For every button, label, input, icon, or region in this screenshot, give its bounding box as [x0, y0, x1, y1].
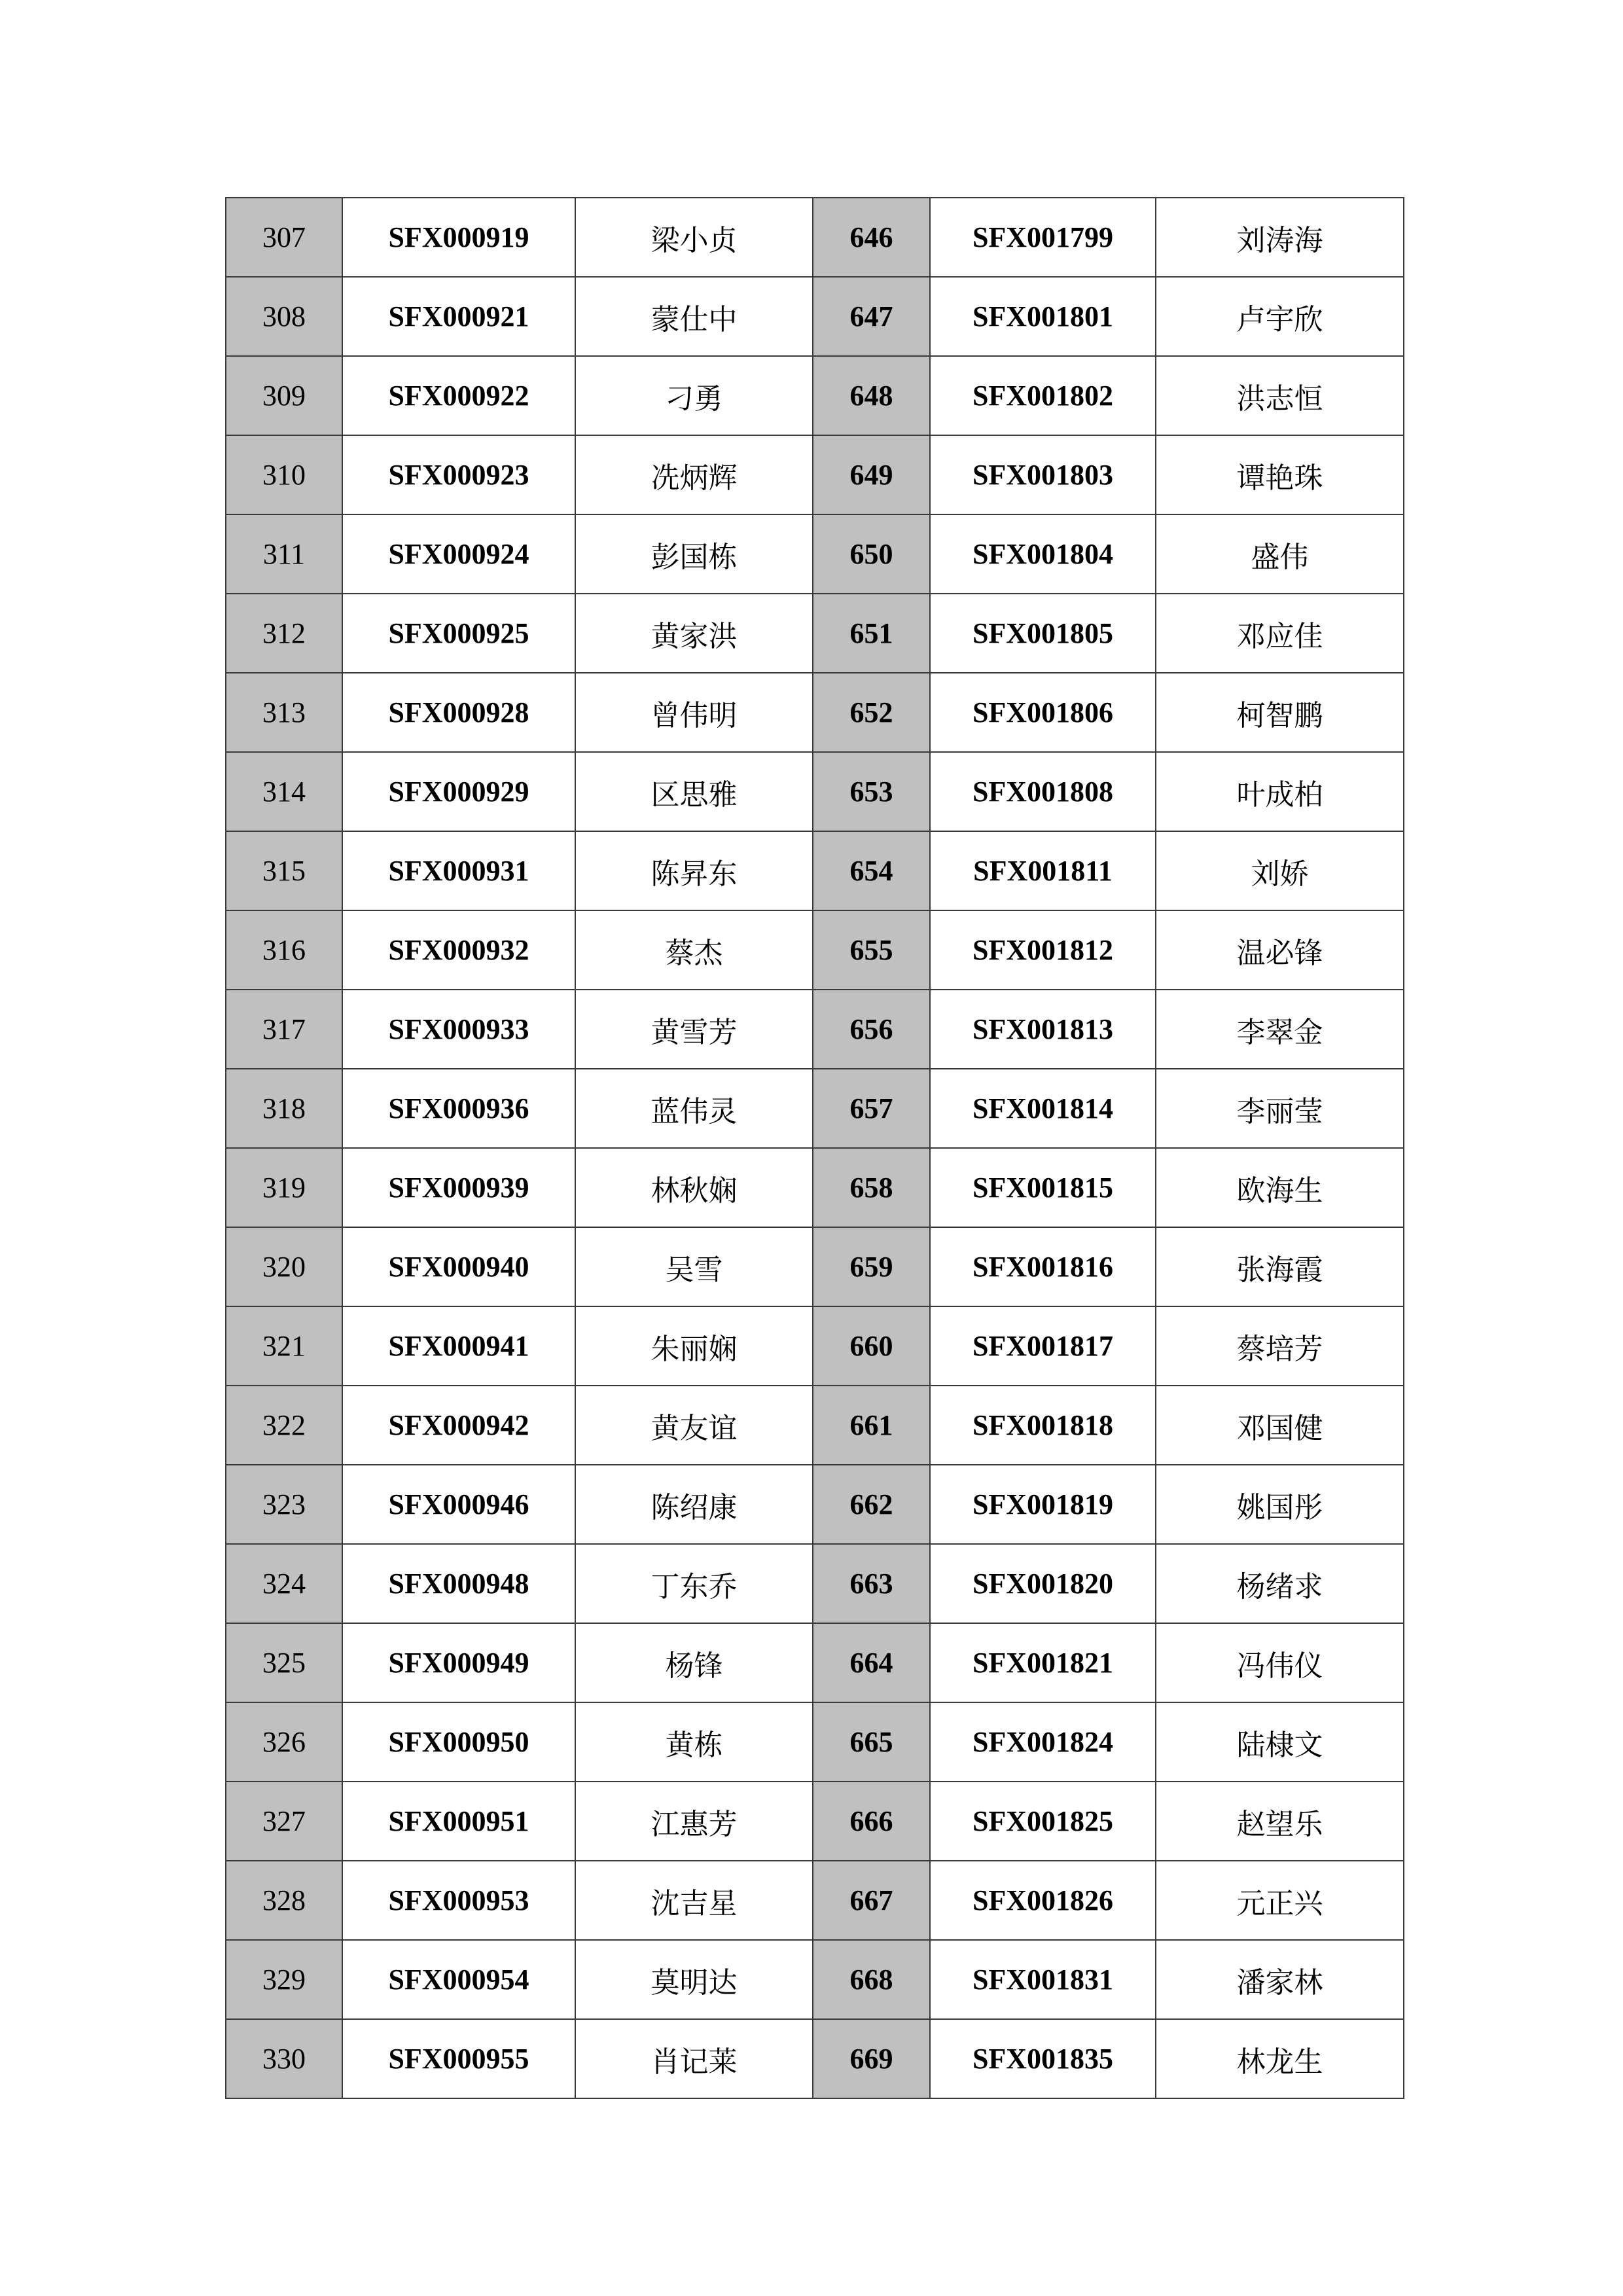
- right-name-cell: 叶成柏: [1156, 752, 1404, 831]
- table-row: [226, 2019, 1404, 2098]
- right-seq-cell: 666: [813, 1782, 930, 1861]
- left-seq-cell: 328: [226, 1861, 342, 1940]
- right-code-cell: SFX001815: [930, 1148, 1156, 1227]
- left-name-cell: 黄家洪: [575, 594, 813, 673]
- table-row: [226, 1623, 1404, 1702]
- left-code-cell: SFX000941: [342, 1306, 575, 1386]
- table-row: [226, 1544, 1404, 1623]
- right-name-cell: 卢宇欣: [1156, 277, 1404, 356]
- left-code-cell: SFX000932: [342, 910, 575, 990]
- left-code-cell: SFX000933: [342, 990, 575, 1069]
- right-seq-cell: 669: [813, 2019, 930, 2098]
- right-name-cell: 李翠金: [1156, 990, 1404, 1069]
- right-code-cell: SFX001803: [930, 435, 1156, 514]
- right-name-cell: 柯智鹏: [1156, 673, 1404, 752]
- right-seq-cell: 658: [813, 1148, 930, 1227]
- left-code-cell: SFX000921: [342, 277, 575, 356]
- right-name-cell: 姚国彤: [1156, 1465, 1404, 1544]
- right-name-cell: 张海霞: [1156, 1227, 1404, 1306]
- right-seq-cell: 655: [813, 910, 930, 990]
- right-name-cell: 蔡培芳: [1156, 1306, 1404, 1386]
- left-name-cell: 江惠芳: [575, 1782, 813, 1861]
- left-seq-cell: 313: [226, 673, 342, 752]
- right-seq-cell: 648: [813, 356, 930, 435]
- left-code-cell: SFX000923: [342, 435, 575, 514]
- left-name-cell: 黄雪芳: [575, 990, 813, 1069]
- left-name-cell: 陈昇东: [575, 831, 813, 910]
- right-code-cell: SFX001820: [930, 1544, 1156, 1623]
- table-row: [226, 831, 1404, 910]
- left-code-cell: SFX000949: [342, 1623, 575, 1702]
- left-code-cell: SFX000946: [342, 1465, 575, 1544]
- right-code-cell: SFX001826: [930, 1861, 1156, 1940]
- left-code-cell: SFX000954: [342, 1940, 575, 2019]
- right-code-cell: SFX001821: [930, 1623, 1156, 1702]
- left-name-cell: 陈绍康: [575, 1465, 813, 1544]
- right-seq-cell: 660: [813, 1306, 930, 1386]
- left-seq-cell: 329: [226, 1940, 342, 2019]
- right-name-cell: 冯伟仪: [1156, 1623, 1404, 1702]
- left-code-cell: SFX000942: [342, 1386, 575, 1465]
- right-code-cell: SFX001817: [930, 1306, 1156, 1386]
- right-name-cell: 赵望乐: [1156, 1782, 1404, 1861]
- left-name-cell: 蓝伟灵: [575, 1069, 813, 1148]
- right-code-cell: SFX001819: [930, 1465, 1156, 1544]
- right-seq-cell: 647: [813, 277, 930, 356]
- right-code-cell: SFX001824: [930, 1702, 1156, 1782]
- right-seq-cell: 653: [813, 752, 930, 831]
- table-row: [226, 1386, 1404, 1465]
- left-name-cell: 杨锋: [575, 1623, 813, 1702]
- right-code-cell: SFX001801: [930, 277, 1156, 356]
- right-code-cell: SFX001808: [930, 752, 1156, 831]
- left-seq-cell: 321: [226, 1306, 342, 1386]
- right-seq-cell: 662: [813, 1465, 930, 1544]
- right-code-cell: SFX001818: [930, 1386, 1156, 1465]
- left-seq-cell: 326: [226, 1702, 342, 1782]
- right-seq-cell: 650: [813, 514, 930, 594]
- right-seq-cell: 646: [813, 198, 930, 277]
- table-row: [226, 514, 1404, 594]
- right-name-cell: 邓国健: [1156, 1386, 1404, 1465]
- left-seq-cell: 314: [226, 752, 342, 831]
- right-code-cell: SFX001806: [930, 673, 1156, 752]
- right-seq-cell: 661: [813, 1386, 930, 1465]
- right-name-cell: 盛伟: [1156, 514, 1404, 594]
- left-code-cell: SFX000924: [342, 514, 575, 594]
- left-code-cell: SFX000936: [342, 1069, 575, 1148]
- right-name-cell: 杨绪求: [1156, 1544, 1404, 1623]
- right-seq-cell: 651: [813, 594, 930, 673]
- left-code-cell: SFX000929: [342, 752, 575, 831]
- left-code-cell: SFX000951: [342, 1782, 575, 1861]
- left-seq-cell: 308: [226, 277, 342, 356]
- roster-body: [226, 198, 1404, 2098]
- table-row: [226, 594, 1404, 673]
- right-name-cell: 洪志恒: [1156, 356, 1404, 435]
- right-name-cell: 温必锋: [1156, 910, 1404, 990]
- right-code-cell: SFX001812: [930, 910, 1156, 990]
- right-seq-cell: 654: [813, 831, 930, 910]
- right-seq-cell: 664: [813, 1623, 930, 1702]
- table-row: [226, 1940, 1404, 2019]
- right-seq-cell: 649: [813, 435, 930, 514]
- left-code-cell: SFX000950: [342, 1702, 575, 1782]
- table-row: [226, 990, 1404, 1069]
- left-name-cell: 黄栋: [575, 1702, 813, 1782]
- left-seq-cell: 318: [226, 1069, 342, 1148]
- left-name-cell: 沈吉星: [575, 1861, 813, 1940]
- left-seq-cell: 307: [226, 198, 342, 277]
- left-seq-cell: 315: [226, 831, 342, 910]
- left-name-cell: 冼炳辉: [575, 435, 813, 514]
- right-code-cell: SFX001802: [930, 356, 1156, 435]
- right-code-cell: SFX001825: [930, 1782, 1156, 1861]
- left-name-cell: 梁小贞: [575, 198, 813, 277]
- right-seq-cell: 659: [813, 1227, 930, 1306]
- left-seq-cell: 319: [226, 1148, 342, 1227]
- left-code-cell: SFX000928: [342, 673, 575, 752]
- table-row: [226, 673, 1404, 752]
- table-row: [226, 1306, 1404, 1386]
- table-row: [226, 910, 1404, 990]
- left-seq-cell: 316: [226, 910, 342, 990]
- left-name-cell: 吴雪: [575, 1227, 813, 1306]
- right-code-cell: SFX001804: [930, 514, 1156, 594]
- table-row: [226, 1465, 1404, 1544]
- right-seq-cell: 652: [813, 673, 930, 752]
- table-row: [226, 356, 1404, 435]
- right-name-cell: 林龙生: [1156, 2019, 1404, 2098]
- right-code-cell: SFX001816: [930, 1227, 1156, 1306]
- left-seq-cell: 310: [226, 435, 342, 514]
- left-code-cell: SFX000939: [342, 1148, 575, 1227]
- right-seq-cell: 668: [813, 1940, 930, 2019]
- left-name-cell: 蔡杰: [575, 910, 813, 990]
- left-seq-cell: 311: [226, 514, 342, 594]
- table-row: [226, 1782, 1404, 1861]
- table-row: [226, 1148, 1404, 1227]
- left-name-cell: 朱丽娴: [575, 1306, 813, 1386]
- right-name-cell: 刘娇: [1156, 831, 1404, 910]
- right-code-cell: SFX001835: [930, 2019, 1156, 2098]
- right-name-cell: 谭艳珠: [1156, 435, 1404, 514]
- right-code-cell: SFX001814: [930, 1069, 1156, 1148]
- left-name-cell: 曾伟明: [575, 673, 813, 752]
- left-code-cell: SFX000922: [342, 356, 575, 435]
- table-row: [226, 1702, 1404, 1782]
- table-row: [226, 1227, 1404, 1306]
- roster-table: [225, 197, 1404, 2099]
- left-code-cell: SFX000948: [342, 1544, 575, 1623]
- right-seq-cell: 656: [813, 990, 930, 1069]
- right-seq-cell: 667: [813, 1861, 930, 1940]
- left-seq-cell: 324: [226, 1544, 342, 1623]
- table-row: [226, 1861, 1404, 1940]
- right-code-cell: SFX001831: [930, 1940, 1156, 2019]
- right-code-cell: SFX001811: [930, 831, 1156, 910]
- table-row: [226, 752, 1404, 831]
- right-seq-cell: 663: [813, 1544, 930, 1623]
- left-seq-cell: 330: [226, 2019, 342, 2098]
- left-seq-cell: 312: [226, 594, 342, 673]
- left-seq-cell: 317: [226, 990, 342, 1069]
- left-name-cell: 区思雅: [575, 752, 813, 831]
- left-seq-cell: 322: [226, 1386, 342, 1465]
- right-name-cell: 元正兴: [1156, 1861, 1404, 1940]
- left-name-cell: 莫明达: [575, 1940, 813, 2019]
- left-name-cell: 彭国栋: [575, 514, 813, 594]
- left-code-cell: SFX000955: [342, 2019, 575, 2098]
- left-name-cell: 黄友谊: [575, 1386, 813, 1465]
- left-name-cell: 肖记莱: [575, 2019, 813, 2098]
- right-seq-cell: 665: [813, 1702, 930, 1782]
- left-seq-cell: 309: [226, 356, 342, 435]
- table-row: [226, 198, 1404, 277]
- left-seq-cell: 323: [226, 1465, 342, 1544]
- table-row: [226, 435, 1404, 514]
- right-seq-cell: 657: [813, 1069, 930, 1148]
- right-code-cell: SFX001799: [930, 198, 1156, 277]
- right-name-cell: 陆棣文: [1156, 1702, 1404, 1782]
- table-row: [226, 1069, 1404, 1148]
- right-name-cell: 刘涛海: [1156, 198, 1404, 277]
- left-code-cell: SFX000925: [342, 594, 575, 673]
- right-code-cell: SFX001805: [930, 594, 1156, 673]
- table-row: [226, 277, 1404, 356]
- left-code-cell: SFX000919: [342, 198, 575, 277]
- left-seq-cell: 320: [226, 1227, 342, 1306]
- left-name-cell: 刁勇: [575, 356, 813, 435]
- right-name-cell: 李丽莹: [1156, 1069, 1404, 1148]
- left-code-cell: SFX000931: [342, 831, 575, 910]
- left-name-cell: 林秋娴: [575, 1148, 813, 1227]
- left-code-cell: SFX000953: [342, 1861, 575, 1940]
- right-code-cell: SFX001813: [930, 990, 1156, 1069]
- right-name-cell: 邓应佳: [1156, 594, 1404, 673]
- left-seq-cell: 325: [226, 1623, 342, 1702]
- left-name-cell: 蒙仕中: [575, 277, 813, 356]
- right-name-cell: 潘家林: [1156, 1940, 1404, 2019]
- left-code-cell: SFX000940: [342, 1227, 575, 1306]
- left-seq-cell: 327: [226, 1782, 342, 1861]
- left-name-cell: 丁东乔: [575, 1544, 813, 1623]
- right-name-cell: 欧海生: [1156, 1148, 1404, 1227]
